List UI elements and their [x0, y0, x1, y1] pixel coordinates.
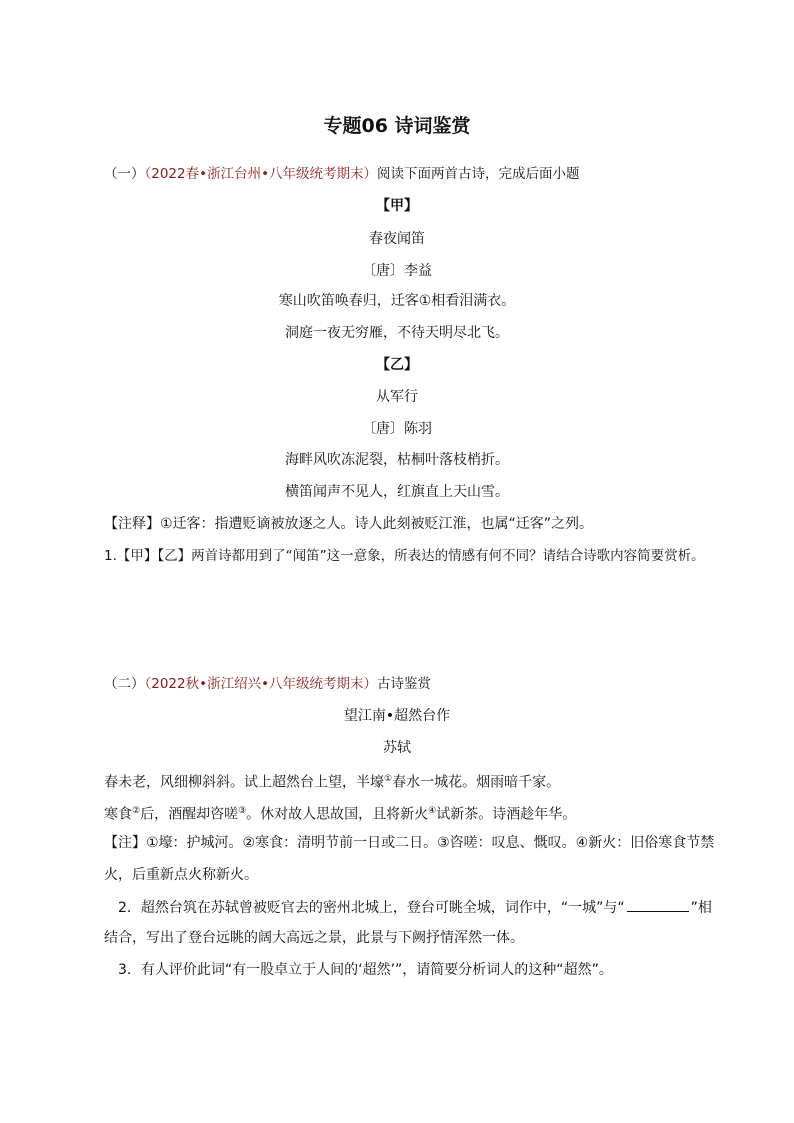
- poem3-paragraph2: 寒食②后，酒醒却咨嗟③。休对故人思故国，且将新火④试新茶。诗酒趁年华。: [104, 806, 577, 823]
- question-1: 1.【甲】【乙】两首诗都用到了“闻笛”这一意象，所表达的情感有何不同？请结合诗歌内容简要赏析。: [104, 548, 705, 564]
- poem3-paragraph1: 春未老，风细柳斜斜。试上超然台上望，半壕①春水一城花。烟雨暗千家。: [104, 774, 561, 791]
- section2-source: （2022秋•浙江绍兴•八年级统考期末）: [144, 676, 378, 692]
- poem1-line1: 寒山吹笛唤春归，迁客①相看泪满衣。: [278, 293, 516, 309]
- section1-instruction: 阅读下面两首古诗，完成后面小题: [377, 166, 580, 182]
- question-2-line2: 结合，写出了登台远眺的阔大高远之景，此景与下阙抒情浑然一体。: [104, 930, 524, 946]
- poem1-author: 〔唐〕李益: [362, 263, 432, 279]
- poem1-label: 【甲】: [376, 198, 418, 214]
- section2-header: [104, 674, 431, 694]
- section1-source: （2022春•浙江台州•八年级统考期末）: [144, 166, 378, 182]
- question-3: 3．有人评价此词“有一股卓立于人间的‘超然’”，请简要分析词人的这种“超然”。: [118, 962, 613, 978]
- section2-note-line1: 【注】①壕：护城河。②寒食：清明节前一日或二日。③咨嗟：叹息、慨叹。④新火：旧俗寒食节禁: [104, 835, 715, 851]
- poem2-line1: 海畔风吹冻泥裂，枯桐叶落枝梢折。: [285, 452, 509, 468]
- answer-blank[interactable]: [627, 897, 689, 912]
- page-title: 专题06 诗词鉴赏: [323, 115, 471, 137]
- poem3-author: 苏轼: [383, 740, 411, 756]
- question-2: 2．超然台筑在苏轼曾被贬官去的密州北城上，登台可眺全城，词作中，“一城”与“ ”相: [118, 897, 712, 918]
- poem1-name: 春夜闻笛: [369, 231, 425, 247]
- poem2-author: 〔唐〕陈羽: [362, 421, 432, 437]
- section2-prefix: （二）: [104, 676, 145, 692]
- poem3-name: 望江南•超然台作: [343, 708, 451, 724]
- poem2-line2: 横笛闻声不见人，红旗直上天山雪。: [285, 484, 509, 500]
- poem2-name: 从军行: [376, 389, 418, 405]
- section2-instruction: 古诗鉴赏: [377, 676, 432, 692]
- poem2-label: 【乙】: [376, 357, 418, 373]
- section1-prefix: （一）: [104, 166, 145, 182]
- section1-header: [104, 164, 580, 184]
- section1-note: 【注释】①迁客：指遭贬谪被放逐之人。诗人此刻被贬江淮，也属“迁客”之列。: [104, 516, 594, 532]
- poem1-line2: 洞庭一夜无穷雁，不待天明尽北飞。: [285, 325, 509, 341]
- section2-note-line2: 火，后重新点火称新火。: [104, 867, 258, 883]
